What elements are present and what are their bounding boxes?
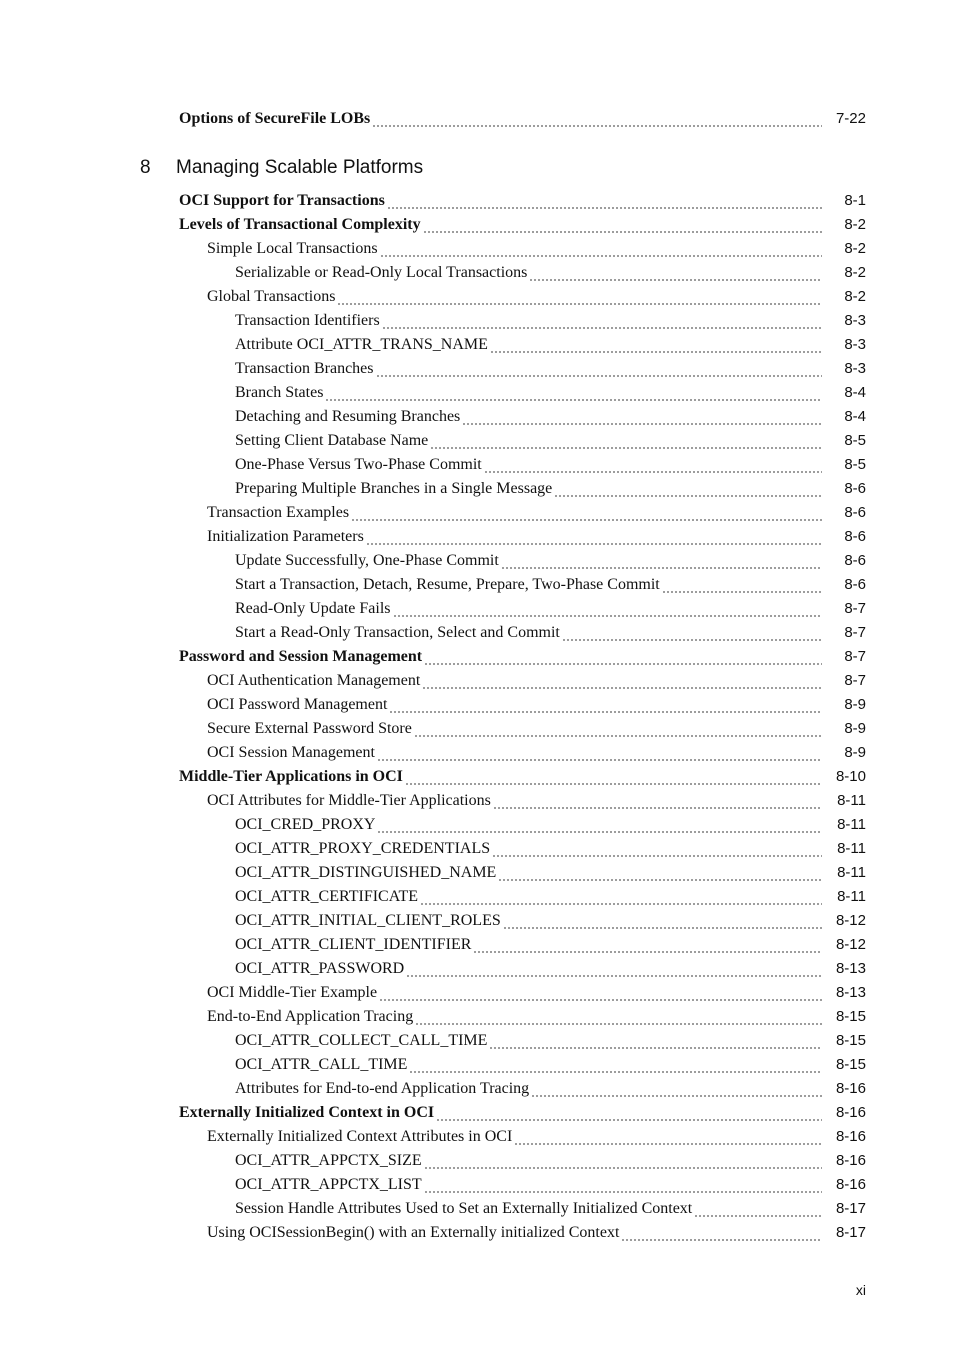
toc-entry-page: 8-15	[835, 1032, 866, 1049]
toc-entry[interactable]	[0, 1197, 960, 1221]
toc-entry-page: 8-15	[835, 1008, 866, 1025]
dot-leader	[414, 717, 822, 741]
toc-entry-page: 8-11	[837, 840, 866, 857]
toc-entry-options-of-securefile-lobs[interactable]	[0, 107, 960, 131]
toc-entry-title: OCI_ATTR_CLIENT_IDENTIFIER	[235, 936, 472, 953]
toc-entry-title: Start a Read-Only Transaction, Select and Commit	[235, 624, 560, 641]
toc-entry-title: OCI Session Management	[207, 744, 375, 761]
toc-entry-page: 8-6	[844, 576, 866, 593]
toc-entry-page: 8-9	[844, 696, 866, 713]
toc-entry[interactable]	[0, 309, 960, 333]
toc-entry-title: OCI_ATTR_APPCTX_LIST	[235, 1176, 422, 1193]
chapter-heading[interactable]	[140, 154, 423, 182]
dot-leader	[409, 1053, 822, 1077]
dot-leader	[473, 933, 822, 957]
toc-entry[interactable]	[0, 645, 960, 669]
toc-entry-page: 8-4	[844, 408, 866, 425]
dot-leader	[562, 621, 822, 645]
toc-entry[interactable]	[0, 1221, 960, 1245]
toc-entry[interactable]	[0, 213, 960, 237]
dot-leader	[423, 213, 822, 237]
toc-entry-page: 8-11	[837, 792, 866, 809]
toc-entry-page: 8-13	[835, 984, 866, 1001]
dot-leader	[337, 285, 822, 309]
toc-entry[interactable]	[0, 813, 960, 837]
toc-entry[interactable]	[0, 1005, 960, 1029]
dot-leader	[531, 1077, 822, 1101]
dot-leader	[382, 309, 822, 333]
dot-leader	[621, 1221, 822, 1245]
toc-entry-title: OCI_ATTR_APPCTX_SIZE	[235, 1152, 422, 1169]
toc-entry[interactable]	[0, 1173, 960, 1197]
toc-entry-page: 8-16	[835, 1128, 866, 1145]
toc-entry[interactable]	[0, 1077, 960, 1101]
toc-entry-page: 8-16	[835, 1104, 866, 1121]
dot-leader	[424, 1149, 822, 1173]
toc-entry[interactable]	[0, 477, 960, 501]
toc-entry-page: 8-4	[844, 384, 866, 401]
toc-entry-title: Attribute OCI_ATTR_TRANS_NAME	[235, 336, 488, 353]
toc-entry-title: OCI_ATTR_CALL_TIME	[235, 1056, 408, 1073]
dot-leader	[422, 669, 822, 693]
toc-entry-page: 8-2	[844, 216, 866, 233]
dot-leader	[498, 861, 822, 885]
chapter-number: 8	[140, 157, 151, 178]
toc-entry[interactable]	[0, 453, 960, 477]
dot-leader	[379, 981, 822, 1005]
dot-leader	[351, 501, 822, 525]
toc-entry-page: 8-16	[835, 1152, 866, 1169]
toc-entry[interactable]	[0, 549, 960, 573]
dot-leader	[492, 837, 822, 861]
dot-leader	[393, 597, 822, 621]
toc-entry-page: 8-2	[844, 264, 866, 281]
toc-entry[interactable]	[0, 909, 960, 933]
toc-entry-title: Update Successfully, One-Phase Commit	[235, 552, 499, 569]
dot-leader	[493, 789, 822, 813]
toc-entry-page: 7-22	[835, 110, 866, 127]
toc-entry[interactable]	[0, 381, 960, 405]
toc-entry[interactable]	[0, 981, 960, 1005]
toc-entry-title: Global Transactions	[207, 288, 336, 305]
dot-leader	[325, 381, 822, 405]
toc-entry-page: 8-1	[844, 192, 866, 209]
toc-entry-title: Transaction Identifiers	[235, 312, 380, 329]
toc-entry-title: Setting Client Database Name	[235, 432, 429, 449]
toc-entry-title: Read-Only Update Fails	[235, 600, 391, 617]
toc-entry[interactable]	[0, 1101, 960, 1125]
toc-entry-page: 8-17	[835, 1224, 866, 1241]
toc-entry[interactable]	[0, 1029, 960, 1053]
toc-entry-page: 8-7	[844, 672, 866, 689]
dot-leader	[662, 573, 822, 597]
toc-entry[interactable]	[0, 261, 960, 285]
dot-leader	[462, 405, 822, 429]
toc-entry-title: Initialization Parameters	[207, 528, 364, 545]
toc-entry[interactable]	[0, 717, 960, 741]
toc-entry[interactable]	[0, 333, 960, 357]
toc-entry-title: OCI Support for Transactions	[179, 192, 385, 209]
toc-entry-title: OCI_CRED_PROXY	[235, 816, 376, 833]
toc-entry[interactable]	[0, 357, 960, 381]
dot-leader	[490, 333, 822, 357]
toc-entry[interactable]	[0, 1149, 960, 1173]
toc-entry-page: 8-5	[844, 432, 866, 449]
toc-entry-title: Serializable or Read-Only Local Transactions	[235, 264, 528, 281]
toc-entry-title: Branch States	[235, 384, 324, 401]
dot-leader	[387, 189, 822, 213]
dot-leader	[503, 909, 822, 933]
toc-entry-page: 8-7	[844, 624, 866, 641]
dot-leader	[424, 645, 822, 669]
toc-entry-page: 8-2	[844, 288, 866, 305]
toc-entry-title: Transaction Examples	[207, 504, 350, 521]
toc-entry-title: Externally Initialized Context Attributes in OCI	[207, 1128, 513, 1145]
toc-entry-title: OCI_ATTR_CERTIFICATE	[235, 888, 419, 905]
toc-entry[interactable]	[0, 237, 960, 261]
toc-entry[interactable]	[0, 621, 960, 645]
toc-entry-title: Secure External Password Store	[207, 720, 412, 737]
toc-entry-page: 8-6	[844, 552, 866, 569]
toc-entry[interactable]	[0, 885, 960, 909]
toc-entry-page: 8-10	[835, 768, 866, 785]
dot-leader	[436, 1101, 822, 1125]
toc-entry-page: 8-16	[835, 1080, 866, 1097]
toc-entry[interactable]	[0, 525, 960, 549]
dot-leader	[529, 261, 822, 285]
toc-entry-title: Preparing Multiple Branches in a Single Message	[235, 480, 553, 497]
dot-leader	[501, 549, 822, 573]
toc-entry-page: 8-3	[844, 336, 866, 353]
toc-entry[interactable]	[0, 669, 960, 693]
toc-entry-title: End-to-End Application Tracing	[207, 1008, 414, 1025]
toc-entry-title: OCI_ATTR_PASSWORD	[235, 960, 405, 977]
dot-leader	[389, 693, 822, 717]
dot-leader	[366, 525, 822, 549]
toc-entry[interactable]	[0, 1125, 960, 1149]
toc-entry-title: Options of SecureFile LOBs	[179, 110, 371, 127]
toc-entry[interactable]	[0, 285, 960, 309]
toc-entry-title: Transaction Branches	[235, 360, 374, 377]
toc-entry-title: Detaching and Resuming Branches	[235, 408, 461, 425]
toc-entry-title: One-Phase Versus Two-Phase Commit	[235, 456, 482, 473]
chapter-title: Managing Scalable Platforms	[176, 157, 424, 178]
dot-leader	[372, 107, 822, 131]
dot-leader	[376, 357, 823, 381]
toc-entry-title: Simple Local Transactions	[207, 240, 378, 257]
toc-entry[interactable]	[0, 933, 960, 957]
toc-entry-title: Password and Session Management	[179, 648, 423, 665]
toc-entry-title: OCI Middle-Tier Example	[207, 984, 378, 1001]
toc-entry-page: 8-7	[844, 648, 866, 665]
toc-entry-page: 8-5	[844, 456, 866, 473]
toc-entry-title: Attributes for End-to-end Application Tracing	[235, 1080, 530, 1097]
toc-entry[interactable]	[0, 597, 960, 621]
dot-leader	[420, 885, 822, 909]
toc-entry[interactable]	[0, 693, 960, 717]
toc-entry-page: 8-6	[844, 480, 866, 497]
toc-entry-page: 8-11	[837, 864, 866, 881]
toc-entry-title: OCI_ATTR_DISTINGUISHED_NAME	[235, 864, 497, 881]
dot-leader	[406, 957, 822, 981]
dot-leader	[554, 477, 822, 501]
toc-entry[interactable]	[0, 1053, 960, 1077]
toc-entry-page: 8-12	[835, 936, 866, 953]
toc-entry[interactable]	[0, 861, 960, 885]
toc-entry-page: 8-2	[844, 240, 866, 257]
toc-entry-title: Externally Initialized Context in OCI	[179, 1104, 435, 1121]
toc-entry[interactable]	[0, 789, 960, 813]
toc-entry-page: 8-6	[844, 504, 866, 521]
toc-entry-title: Levels of Transactional Complexity	[179, 216, 421, 233]
toc-entry-page: 8-3	[844, 360, 866, 377]
dot-leader	[377, 813, 822, 837]
dot-leader	[405, 765, 822, 789]
toc-entry-title: Using OCISessionBegin() with an Externally initialized Context	[207, 1224, 620, 1241]
dot-leader	[377, 741, 822, 765]
toc-entry-page: 8-7	[844, 600, 866, 617]
toc-entry-page: 8-12	[835, 912, 866, 929]
toc-entry-page: 8-11	[837, 888, 866, 905]
dot-leader	[489, 1029, 822, 1053]
toc-entry[interactable]	[0, 405, 960, 429]
toc-entry-title: OCI_ATTR_INITIAL_CLIENT_ROLES	[235, 912, 501, 929]
page-folio: xi	[855, 1282, 866, 1298]
toc-entry-title: OCI Password Management	[207, 696, 388, 713]
toc-entry-title: Session Handle Attributes Used to Set an Externally Initialized Context	[235, 1200, 693, 1217]
toc-entry-page: 8-9	[844, 744, 866, 761]
dot-leader	[380, 237, 822, 261]
toc-entry[interactable]	[0, 501, 960, 525]
toc-entry[interactable]	[0, 741, 960, 765]
dot-leader	[484, 453, 822, 477]
toc-entry[interactable]	[0, 837, 960, 861]
dot-leader	[514, 1125, 822, 1149]
toc-entry-page: 8-9	[844, 720, 866, 737]
toc-entry-page: 8-13	[835, 960, 866, 977]
toc-entry-title: OCI Authentication Management	[207, 672, 421, 689]
toc-entry-title: OCI_ATTR_PROXY_CREDENTIALS	[235, 840, 491, 857]
toc-entry-title: Start a Transaction, Detach, Resume, Prepare, Two-Phase Commit	[235, 576, 660, 593]
dot-leader	[694, 1197, 822, 1221]
dot-leader	[430, 429, 822, 453]
toc-entry-page: 8-3	[844, 312, 866, 329]
toc-entry[interactable]	[0, 189, 960, 213]
toc-entry[interactable]	[0, 957, 960, 981]
toc-entry-page: 8-15	[835, 1056, 866, 1073]
toc-entry[interactable]	[0, 429, 960, 453]
toc-entry-page: 8-11	[837, 816, 866, 833]
dot-leader	[424, 1173, 822, 1197]
dot-leader	[415, 1005, 822, 1029]
toc-entry-page: 8-6	[844, 528, 866, 545]
toc-entry-title: OCI_ATTR_COLLECT_CALL_TIME	[235, 1032, 488, 1049]
toc-entry[interactable]	[0, 765, 960, 789]
toc-entry-title: OCI Attributes for Middle-Tier Applications	[207, 792, 491, 809]
toc-entry-title: Middle-Tier Applications in OCI	[179, 768, 403, 785]
toc-entry[interactable]	[0, 573, 960, 597]
toc-entry-page: 8-16	[835, 1176, 866, 1193]
toc-entry-page: 8-17	[835, 1200, 866, 1217]
